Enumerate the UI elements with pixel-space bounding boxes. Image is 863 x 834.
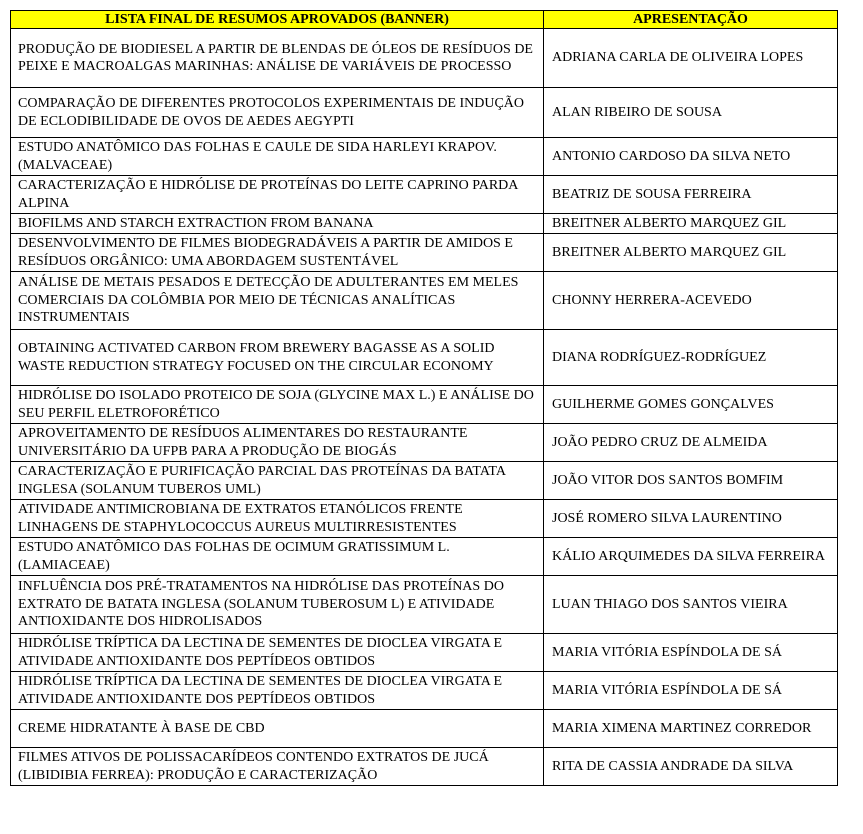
abstract-title: CARACTERIZAÇÃO E HIDRÓLISE DE PROTEÍNAS DO LEITE CAPRINO PARDA ALPINA <box>11 176 544 214</box>
abstract-title: ANÁLISE DE METAIS PESADOS E DETECÇÃO DE ADULTERANTES EM MELES COMERCIAIS DA COLÔMBIA POR MEIO DE TÉCNICAS ANALÍTICAS INSTRUMENTAIS <box>11 272 544 330</box>
table-row <box>11 29 838 88</box>
presenter-name: BEATRIZ DE SOUSA FERREIRA <box>544 176 838 214</box>
presenter-name: MARIA VITÓRIA ESPÍNDOLA DE SÁ <box>544 634 838 672</box>
table-row <box>11 386 838 424</box>
header-abstracts-list: LISTA FINAL DE RESUMOS APROVADOS (BANNER) <box>11 11 544 29</box>
presenter-name: MARIA XIMENA MARTINEZ CORREDOR <box>544 710 838 748</box>
table-row <box>11 214 838 234</box>
approved-abstracts-table <box>10 10 838 786</box>
presenter-name: GUILHERME GOMES GONÇALVES <box>544 386 838 424</box>
abstract-title: ATIVIDADE ANTIMICROBIANA DE EXTRATOS ETANÓLICOS FRENTE LINHAGENS DE STAPHYLOCOCCUS AUREUS MULTIRRESISTENTES <box>11 500 544 538</box>
presenter-name: CHONNY HERRERA-ACEVEDO <box>544 272 838 330</box>
presenter-name: BREITNER ALBERTO MARQUEZ GIL <box>544 234 838 272</box>
presenter-name: ADRIANA CARLA DE OLIVEIRA LOPES <box>544 29 838 88</box>
table-row <box>11 234 838 272</box>
table-row <box>11 634 838 672</box>
abstract-title: ESTUDO ANATÔMICO DAS FOLHAS DE OCIMUM GRATISSIMUM L. (LAMIACEAE) <box>11 538 544 576</box>
abstract-title: HIDRÓLISE TRÍPTICA DA LECTINA DE SEMENTES DE DIOCLEA VIRGATA E ATIVIDADE ANTIOXIDANTE DOS PEPTÍDEOS OBTIDOS <box>11 672 544 710</box>
table-row <box>11 672 838 710</box>
table-row <box>11 138 838 176</box>
abstract-title: ESTUDO ANATÔMICO DAS FOLHAS E CAULE DE SIDA HARLEYI KRAPOV. (MALVACEAE) <box>11 138 544 176</box>
presenter-name: KÁLIO ARQUIMEDES DA SILVA FERREIRA <box>544 538 838 576</box>
abstract-title: CREME HIDRATANTE À BASE DE CBD <box>11 710 544 748</box>
presenter-name: MARIA VITÓRIA ESPÍNDOLA DE SÁ <box>544 672 838 710</box>
table-row <box>11 424 838 462</box>
table-row <box>11 330 838 386</box>
presenter-name: JOÃO PEDRO CRUZ DE ALMEIDA <box>544 424 838 462</box>
abstract-title: DESENVOLVIMENTO DE FILMES BIODEGRADÁVEIS A PARTIR DE AMIDOS E RESÍDUOS ORGÂNICO: UMA ABORDAGEM SUSTENTÁVEL <box>11 234 544 272</box>
table-row <box>11 272 838 330</box>
presenter-name: DIANA RODRÍGUEZ-RODRÍGUEZ <box>544 330 838 386</box>
table-row <box>11 462 838 500</box>
presenter-name: ALAN RIBEIRO DE SOUSA <box>544 88 838 138</box>
abstract-title: BIOFILMS AND STARCH EXTRACTION FROM BANANA <box>11 214 544 234</box>
presenter-name: BREITNER ALBERTO MARQUEZ GIL <box>544 214 838 234</box>
presenter-name: JOSÉ ROMERO SILVA LAURENTINO <box>544 500 838 538</box>
presenter-name: LUAN THIAGO DOS SANTOS VIEIRA <box>544 576 838 634</box>
abstract-title: FILMES ATIVOS DE POLISSACARÍDEOS CONTENDO EXTRATOS DE JUCÁ (LIBIDIBIA FERREA): PRODUÇÃO E CARACTERIZAÇÃO <box>11 748 544 786</box>
abstract-title: INFLUÊNCIA DOS PRÉ-TRATAMENTOS NA HIDRÓLISE DAS PROTEÍNAS DO EXTRATO DE BATATA INGLESA (SOLANUM TUBEROSUM L) E ATIVIDADE ANTIOXIDANTE DOS HIDROLISADOS <box>11 576 544 634</box>
table-row <box>11 176 838 214</box>
abstract-title: COMPARAÇÃO DE DIFERENTES PROTOCOLOS EXPERIMENTAIS DE INDUÇÃO DE ECLODIBILIDADE DE OVOS DE AEDES AEGYPTI <box>11 88 544 138</box>
table-header-row <box>11 11 838 29</box>
abstract-title: HIDRÓLISE DO ISOLADO PROTEICO DE SOJA (GLYCINE MAX L.) E ANÁLISE DO SEU PERFIL ELETROFORÉTICO <box>11 386 544 424</box>
table-row <box>11 88 838 138</box>
abstract-title: CARACTERIZAÇÃO E PURIFICAÇÃO PARCIAL DAS PROTEÍNAS DA BATATA INGLESA (SOLANUM TUBEROS UML) <box>11 462 544 500</box>
table-row <box>11 710 838 748</box>
table-row <box>11 538 838 576</box>
abstract-title: PRODUÇÃO DE BIODIESEL A PARTIR DE BLENDAS DE ÓLEOS DE RESÍDUOS DE PEIXE E MACROALGAS MARINHAS: ANÁLISE DE VARIÁVEIS DE PROCESSO <box>11 29 544 88</box>
presenter-name: RITA DE CASSIA ANDRADE DA SILVA <box>544 748 838 786</box>
presenter-name: JOÃO VITOR DOS SANTOS BOMFIM <box>544 462 838 500</box>
abstract-title: APROVEITAMENTO DE RESÍDUOS ALIMENTARES DO RESTAURANTE UNIVERSITÁRIO DA UFPB PARA A PRODUÇÃO DE BIOGÁS <box>11 424 544 462</box>
table-row <box>11 748 838 786</box>
abstract-title: OBTAINING ACTIVATED CARBON FROM BREWERY BAGASSE AS A SOLID WASTE REDUCTION STRATEGY FOCUSED ON THE CIRCULAR ECONOMY <box>11 330 544 386</box>
presenter-name: ANTONIO CARDOSO DA SILVA NETO <box>544 138 838 176</box>
abstract-title: HIDRÓLISE TRÍPTICA DA LECTINA DE SEMENTES DE DIOCLEA VIRGATA E ATIVIDADE ANTIOXIDANTE DOS PEPTÍDEOS OBTIDOS <box>11 634 544 672</box>
table-row <box>11 500 838 538</box>
table-row <box>11 576 838 634</box>
header-presentation: APRESENTAÇÃO <box>544 11 838 29</box>
